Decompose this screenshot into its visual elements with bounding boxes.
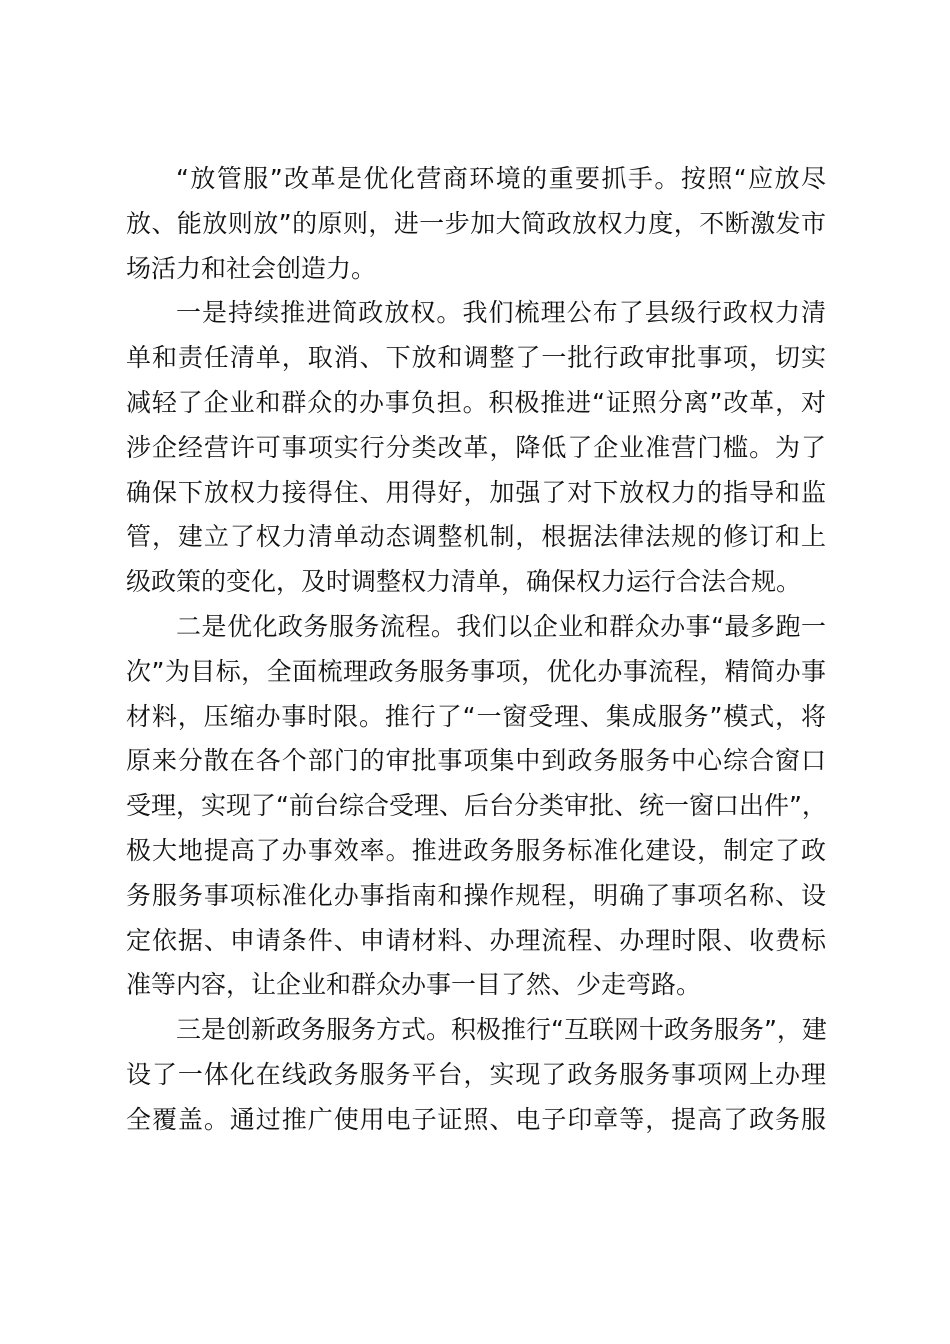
text-line: 准等内容，让企业和群众办事一目了然、少走弯路。 (126, 970, 702, 1000)
text-line: 级政策的变化，及时调整权力清单，确保权力运行合法合规。 (126, 567, 802, 597)
text-line: 二是优化政务服务流程。我们以企业和群众办事“最多跑一 (176, 611, 826, 641)
text-line: 受理，实现了“前台综合受理、后台分类审批、统一窗口出件”， (126, 791, 827, 821)
text-line: 放、能放则放”的原则，进一步加大简政放权力度，不断激发市 (126, 208, 826, 238)
text-line: 原来分散在各个部门的审批事项集中到政务服务中心综合窗口 (126, 746, 826, 776)
text-line: 涉企经营许可事项实行分类改革，降低了企业准营门槛。为了 (126, 432, 826, 462)
body-text (126, 157, 826, 1143)
paragraph-optimize-process (126, 605, 826, 1008)
text-line: 全覆盖。通过推广使用电子证照、电子印章等，提高了政务服 (126, 1104, 826, 1134)
text-line: 减轻了企业和群众的办事负担。积极推进“证照分离”改革，对 (126, 387, 826, 417)
text-line: 确保下放权力接得住、用得好，加强了对下放权力的指导和监 (126, 477, 826, 507)
text-line: 定依据、申请条件、申请材料、办理流程、办理时限、收费标 (126, 925, 826, 955)
text-line: 场活力和社会创造力。 (126, 253, 377, 283)
text-line: 务服务事项标准化办事指南和操作规程，明确了事项名称、设 (126, 880, 826, 910)
paragraph-innovate-service (126, 1008, 826, 1142)
text-line: 极大地提高了办事效率。推进政务服务标准化建设，制定了政 (126, 835, 826, 865)
text-line: 材料，压缩办事时限。推行了“一窗受理、集成服务”模式，将 (126, 701, 826, 731)
text-line: 单和责任清单，取消、下放和调整了一批行政审批事项，切实 (126, 343, 826, 373)
paragraph-simplify-administration (126, 291, 826, 605)
text-line: 管，建立了权力清单动态调整机制，根据法律法规的修订和上 (126, 522, 826, 552)
paragraph-fangguanfu (126, 157, 826, 291)
text-line: 一是持续推进简政放权。我们梳理公布了县级行政权力清 (176, 298, 826, 328)
text-line: “放管服”改革是优化营商环境的重要抓手。按照“应放尽 (176, 164, 826, 193)
text-line: 设了一体化在线政务服务平台，实现了政务服务事项网上办理 (126, 1059, 826, 1089)
text-line: 次”为目标，全面梳理政务服务事项，优化办事流程，精简办事 (126, 656, 826, 686)
text-line: 三是创新政务服务方式。积极推行“互联网十政务服务”，建 (176, 1015, 827, 1045)
